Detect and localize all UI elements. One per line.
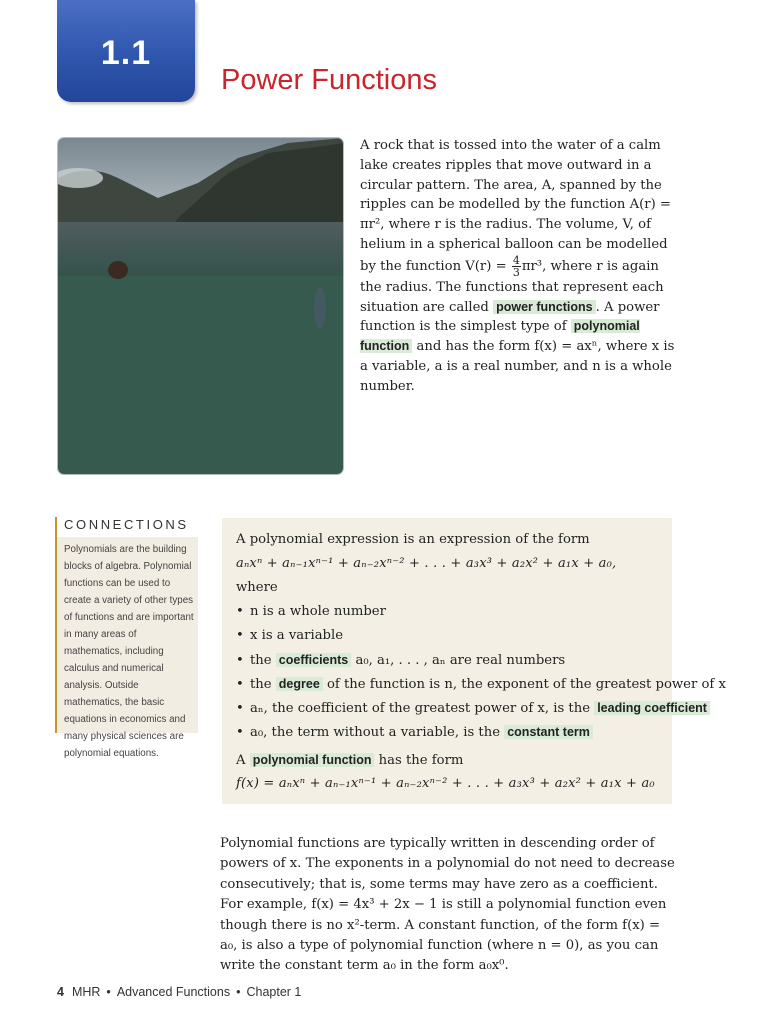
intro-text-4: and has the form f(x) = axⁿ, where x is a variable, a is a real number, and n is a whole number. [360,339,675,394]
term-power-functions: power functions [493,300,596,314]
intro-text-3: . A power function is the simplest type of [360,299,660,335]
footer-book: Advanced Functions [116,985,231,999]
bullet-x-variable: • x is a variable [236,624,672,648]
section-number: 1.1 [100,34,152,72]
page-number: 4 [57,985,64,999]
bullet-n-whole: • n is a whole number [236,600,672,624]
definition-box [222,518,726,804]
intro-paragraph [360,136,680,397]
connections-text: Polynomials are the building blocks of algebra. Polynomial functions can be used to create a variety of other types of functions and are important in many areas of mathematics, including calculus and numerical analysis. Outside mathematics, the basic equations in economics and many physical sciences are polynomial equations. [57,537,198,733]
bullet-constant-term: • a₀, the term without a variable, is the constant term [236,720,672,744]
polynomial-expression: aₙxⁿ + aₙ₋₁xⁿ⁻¹ + aₙ₋₂xⁿ⁻² + . . . + a₃x³ + a₂x² + a₁x + a₀, [236,556,617,571]
polynomial-function-form: f(x) = aₙxⁿ + aₙ₋₁xⁿ⁻¹ + aₙ₋₂xⁿ⁻² + . . . + a₃x³ + a₂x² + a₁x + a₀ [236,776,655,791]
definition-intro: A polynomial expression is an expression of the form [236,532,590,547]
term-polynomial-function-2: polynomial function [250,753,375,767]
fraction-denominator: 3 [512,265,520,279]
fraction-four-thirds [512,255,521,278]
fraction-numerator: 4 [512,253,520,267]
page-footer: 4 MHR • Advanced Functions • Chapter 1 [57,985,302,999]
connections-heading: CONNECTIONS [64,517,189,532]
lake-photo [57,137,344,475]
bullet-coefficients: • the coefficients a₀, a₁, . . . , aₙ are real numbers [236,648,672,672]
term-constant-term: constant term [504,725,593,739]
term-polynomial-function: polynomial function [360,319,640,354]
bullet-degree: • the degree of the function is n, the exponent of the greatest power of x [236,672,672,696]
page-title: Power Functions [221,64,437,96]
polynomial-function-def: A polynomial function has the form [236,753,464,768]
section-number-tab [57,0,195,102]
closing-paragraph: Polynomial functions are typically written in descending order of powers of x. The exponents in a polynomial do not need to decrease consecutively; that is, some terms may have zero as a coefficient. For example, f(x) = 4x³ + 2x − 1 is still a polynomial function even though there is no x²-term. A constant function, of the form f(x) = a₀, is also a type of polynomial function (where n = 0), as you can write the constant term a₀ in the form a₀x⁰. [220,836,675,974]
term-coefficients: coefficients [276,653,351,667]
term-degree: degree [276,677,323,691]
connections-sidebar [55,517,196,759]
footer-publisher: MHR [71,985,101,999]
footer-chapter: Chapter 1 [246,985,302,999]
term-leading-coefficient: leading coefficient [594,701,710,715]
lake-photo-image [58,138,344,475]
intro-text-2: πr³, where r is again the radius. The functions that represent each situation are called [360,258,664,315]
bullet-leading-coefficient: • aₙ, the coefficient of the greatest power of x, is the leading coefficient [236,696,672,720]
definition-where: where [236,580,278,595]
intro-text-1: A rock that is tossed into the water of a calm lake creates ripples that move outward in a circular pattern. The area, A, spanned by the ripples can be modelled by the function A(r) = πr², where r is the radius. The volume, V, of helium in a spherical balloon can be modelled by the function V(r) = [360,138,671,274]
